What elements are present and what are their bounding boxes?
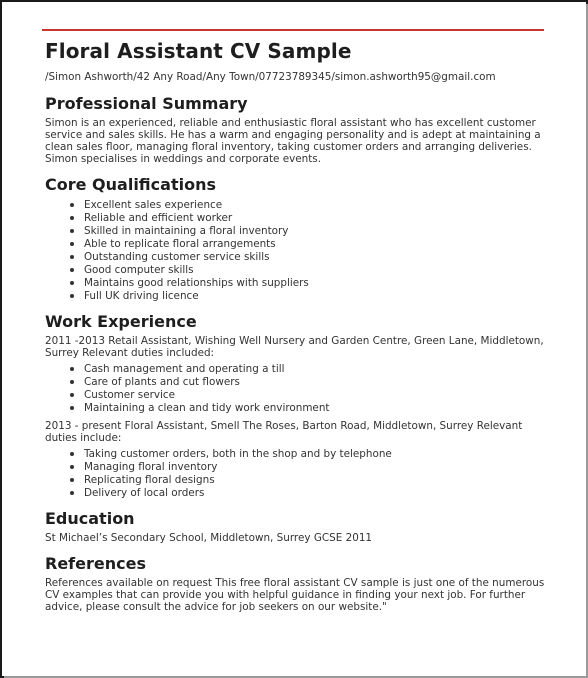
qualification-item: • Full UK driving licence [84,289,545,302]
contact-line: /Simon Ashworth/42 Any Road/Any Town/07723789345/simon.ashworth95@gmail.com [45,71,496,83]
qualification-item: • Skilled in maintaining a floral inventory [84,224,545,237]
qualification-item: • Reliable and efficient worker [84,211,545,224]
references-heading: References [45,554,146,573]
summary-text: Simon is an experienced, reliable and enthusiastic floral assistant who has excellent customer service and sales skills. He has a warm and engaging personality and is adept at maintaining a clean sales floor, managing floral inventory, taking customer orders and arranging deliveries. Simon specialises in weddings and corporate events. [45,117,541,165]
qualification-item: • Able to replicate floral arrangements [84,237,545,250]
experience-heading: Work Experience [45,312,197,331]
education-heading: Education [45,509,135,528]
qualification-item: • Excellent sales experience [84,198,545,211]
job-entry [45,335,545,414]
cv-title: Floral Assistant CV Sample [45,39,352,63]
qualification-item: • Outstanding customer service skills [84,250,545,263]
job-duties-list [45,362,545,414]
cv-content [45,38,545,613]
job-duties-list [45,447,545,499]
qualification-item: • Maintains good relationships with suppliers [84,276,545,289]
qualifications-heading: Core Qualifications [45,175,216,194]
job-entry [45,420,545,499]
duty-item: • Cash management and operating a till [84,362,545,375]
qualification-item: • Good computer skills [84,263,545,276]
duty-item: • Taking customer orders, both in the shop and by telephone [84,447,545,460]
job-description: 2011 -2013 Retail Assistant, Wishing Well Nursery and Garden Centre, Green Lane, Middletown, Surrey Relevant duties included: [45,335,544,359]
duty-item: • Customer service [84,388,545,401]
references-text: References available on request This free floral assistant CV sample is just one of the numerous CV examples that can provide you with helpful guidance in finding your next job. For further advice, please consult the advice for job seekers on our website." [45,577,545,613]
accent-rule [42,29,544,31]
duty-item: • Care of plants and cut flowers [84,375,545,388]
duty-item: • Replicating floral designs [84,473,545,486]
job-description: 2013 - present Floral Assistant, Smell The Roses, Barton Road, Middletown, Surrey Relevant duties include: [45,420,523,444]
summary-heading: Professional Summary [45,94,248,113]
duty-item: • Maintaining a clean and tidy work environment [84,401,545,414]
qualifications-list [45,198,545,302]
education-text: St Michael’s Secondary School, Middletown, Surrey GCSE 2011 [45,532,373,544]
duty-item: • Delivery of local orders [84,486,545,499]
duty-item: • Managing floral inventory [84,460,545,473]
